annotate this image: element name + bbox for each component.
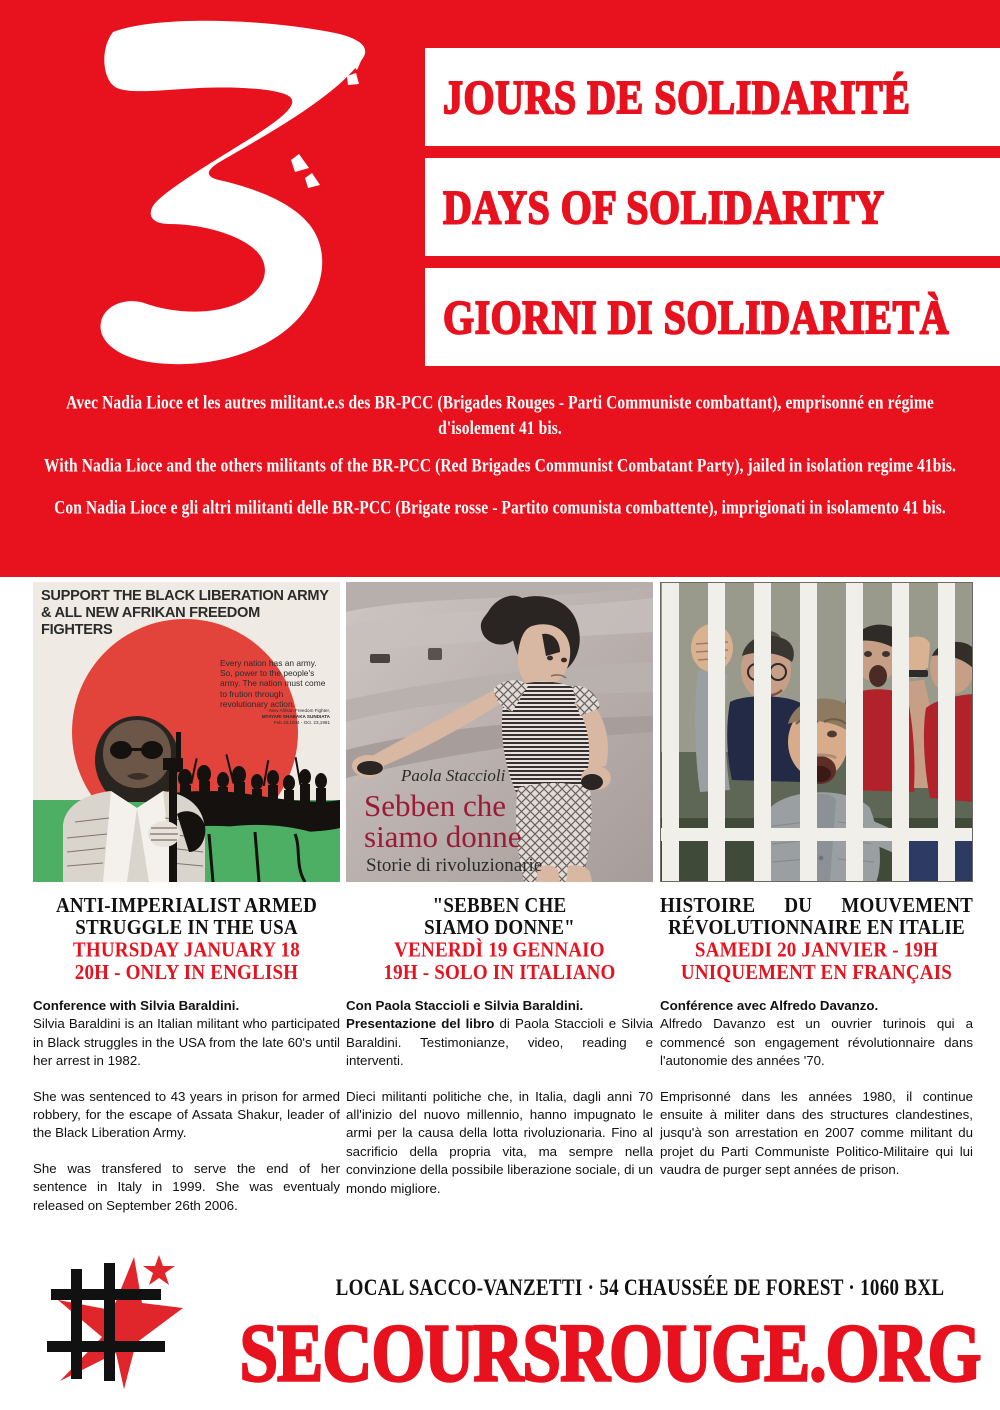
- bla-headline-line2: & ALL NEW AFRIKAN FREEDOM FIGHTERS: [41, 605, 260, 638]
- event-1-paragraph-3: She was transfered to serve the end of her sentence in Italy in 1999. She was eventualy released on September 26th 2006.: [33, 1160, 340, 1213]
- event-3-date: SAMEDI 20 JANVIER - 19H: [694, 938, 939, 963]
- book-title-line2: siamo donne: [364, 819, 522, 854]
- event-1-time-language: 20H - ONLY IN ENGLISH: [74, 961, 299, 985]
- headline-bar-it: [425, 268, 1000, 366]
- bla-attr-dates: Feb 18,1944 - Oct. 23,1981: [273, 720, 330, 725]
- event-column-3: [660, 582, 973, 1180]
- book-author: Paola Staccioli: [401, 766, 506, 785]
- bla-poster-attribution: [236, 708, 330, 726]
- event-3-title-line2: RÉVOLUTIONNAIRE EN ITALIE: [668, 916, 965, 940]
- headline-en: DAYS OF SOLIDARITY: [443, 180, 885, 234]
- bla-poster-headline: [41, 588, 333, 639]
- event-2-time-language: 19H - SOLO IN ITALIANO: [383, 961, 616, 985]
- footer: [0, 1245, 1000, 1410]
- event-2-text-2: di Paola Staccioli e Silvia Baraldini. Testimonianze, video, reading e interventi.: [346, 1016, 653, 1069]
- event-1-title-line1: ANTI-IMPERIALIST ARMED: [55, 893, 318, 918]
- event-1-text-1: Silvia Baraldini is an Italian militant who participated in Black struggles in the USA from the late 60's until her arrest in 1982.: [33, 1016, 340, 1069]
- headline-bar-en: [425, 158, 1000, 256]
- subtitle-en: With Nadia Lioce and the others militants of the BR-PCC (Red Brigades Communist Combatant Party), jailed in isolation regime 41bis.: [44, 455, 956, 477]
- bla-attr-role: - New Afrikan Freedom Fighter,: [266, 708, 330, 713]
- event-2-lead-2: Presentazione del libro: [346, 1016, 495, 1032]
- event-1-lead-1: Conference with Silvia Baraldini.: [33, 998, 240, 1013]
- event-1-body: [33, 997, 340, 1215]
- book-title: [364, 790, 522, 852]
- event-3-paragraph-1: [660, 997, 973, 1071]
- event-1-date: THURSDAY JANUARY 18: [73, 938, 300, 963]
- event-1-title-line2: STRUGGLE IN THE USA: [75, 916, 298, 940]
- events-columns: [0, 582, 1000, 1282]
- event-3-title-line1: HISTOIRE DU MOUVEMENT: [660, 893, 973, 918]
- bla-poster-quote: Every nation has an army. So, power to the people's army. The nation must come to frution through revolutionary action.: [220, 658, 326, 709]
- bla-attr-name: MTAYARI SHABAKA SUNDIATA: [261, 714, 330, 719]
- venue-address: LOCAL SACCO-VANZETTI · 54 CHAUSSÉE DE FOREST · 1060 BXL: [335, 1276, 945, 1302]
- headline-bar-fr: [425, 48, 1000, 146]
- event-2-paragraph-2: Dieci militanti politiche che, in Italia, dagli anni 70 all'inizio del nuovo millennio, hanno impugnato le armi per la causa della lotta rivoluzionaria. Fino al sacrificio della propria vita, ma sempre nella convinzione della possibile liberazione sociale, di un mondo migliore.: [346, 1088, 653, 1196]
- book-cover-sebben-che-siamo-donne: [346, 582, 653, 882]
- event-column-2: [346, 582, 653, 1198]
- event-2-body: [346, 997, 653, 1198]
- book-title-line1: Sebben che: [364, 788, 507, 823]
- event-3-paragraph-2: Emprisonné dans les années 1980, il continue ensuite à militer dans des structures clandestines, jusqu'à son arrestation en 2007 comme militant du projet du Parti Communiste Politico-Militaire qui lui vaudra de purger sept années de prison.: [660, 1088, 973, 1178]
- subtitle-it: Con Nadia Lioce e gli altri militanti delle BR-PCC (Brigate rosse - Partito comunista combattente), imprigionati in isolamento 41 bis.: [54, 497, 946, 519]
- event-3-lead-1: Conférence avec Alfredo Davanzo.: [660, 998, 879, 1013]
- subtitle-block: [40, 390, 960, 519]
- event-1-paragraph-2: She was sentenced to 43 years in prison for armed robbery, for the escape of Assata Shakur, leader of the Black Liberation Army.: [33, 1088, 340, 1141]
- event-2-date: VENERDÌ 19 GENNAIO: [394, 938, 605, 963]
- event-3-text-1: Alfredo Davanzo est un ouvrier turinois qui a commencé son engagement révolutionnaire dans l'autonomie des années '70.: [660, 1016, 973, 1069]
- event-2-paragraph-1: [346, 997, 653, 1071]
- numeral-three-brushstroke: [95, 10, 425, 380]
- event-3-language: UNIQUEMENT EN FRANÇAIS: [680, 961, 953, 985]
- bla-solidarity-poster: [33, 582, 340, 882]
- secours-rouge-star-grid-logo[interactable]: [38, 1253, 188, 1393]
- event-title-3: [660, 895, 973, 985]
- italian-prisoners-behind-bars-photo: [660, 582, 973, 882]
- event-3-body: [660, 997, 973, 1180]
- headline-it: GIORNI DI SOLIDARIETÀ: [443, 290, 950, 344]
- bla-headline-line1: SUPPORT THE BLACK LIBERATION ARMY: [41, 588, 329, 604]
- event-1-paragraph-1: [33, 997, 340, 1071]
- event-2-title-line1: "SEBBEN CHE: [432, 893, 567, 918]
- event-title-2: [346, 895, 653, 985]
- website-url[interactable]: SECOURSROUGE.ORG: [239, 1306, 981, 1399]
- headline-fr: JOURS DE SOLIDARITÉ: [443, 70, 911, 124]
- event-2-lead-1: Con Paola Staccioli e Silvia Baraldini.: [346, 998, 584, 1013]
- book-subtitle: Storie di rivoluzionarie: [366, 855, 543, 876]
- event-title-1: [33, 895, 340, 985]
- event-2-title-line2: SIAMO DONNE": [424, 916, 575, 940]
- subtitle-fr: Avec Nadia Lioce et les autres militant.e.s des BR-PCC (Brigades Rouges - Parti Communiste combattant), emprisonné en régime d'isolement 41 bis.: [66, 392, 934, 439]
- event-column-1: [33, 582, 340, 1215]
- header-red-band: [0, 0, 1000, 577]
